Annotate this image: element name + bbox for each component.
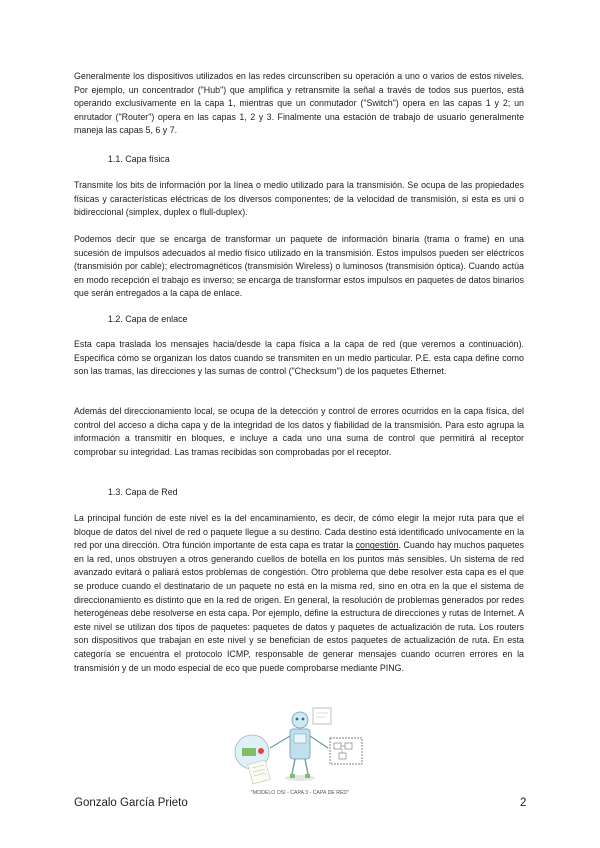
capa-enlace-paragraph-1: Esta capa traslada los mensajes hacia/desde la capa física a la capa de red (que veremos a continuación). Especifica cómo se organizan los datos cuando se transmiten en un medio particular. P.E. esta capa define como son las tramas, las direcciones y las sumas de control ("Checksum") de los paquetes Ethernet. [74,339,524,377]
capa-red-text-end: . Cuando hay muchos paquetes en la red, unos obstruyen a otros generando cuellos de botella en los puntos más sensibles. Un sistema de red avanzado evitará o paliará estos problemas de congestión. Otro problema que debe resolver esta capa es el que se produce cuando el destinatario de un paquete no está en la misma red, sino en otra en la que el sistema de direccionamiento es distinto que en la red de origen. En general, la resolución de problemas generados por redes heterogéneas debe resolverse en esta capa. Por ejemplo, define la estructura de direcciones y rutas de Internet. A este nivel se utilizan dos tipos de paquetes: paquetes de datos y paquetes de actualización de ruta. Los routers son dispositivos que trabajan en este nivel y se benefician de estos paquetes de actualización de ruta. En esta categoría se encuentra el protocolo ICMP, responsable de generar mensajes cuando ocurren errores en la transmisión y de un modo especial de eco que puede comprobarse mediante PING. [74,540,524,673]
robot-head-icon [292,712,308,728]
capa-fisica-paragraph-2: Podemos decir que se encarga de transformar un paquete de información binaria (trama o frame) en una sucesión de impulsos adecuados al medio físico utilizado en la transmisión. Estos impulsos pueden ser eléctricos (transmisión por cable); electromagnéticos (transmisión Wireless) o luminosos (transmisión óptica). Cuando actúa en modo recepción el trabajo es inverso; se encarga de transformar estos impulsos en paquetes de datos binarios que serán entregados a la capa de enlace. [74,234,524,299]
intro-paragraph: Generalmente los dispositivos utilizados en las redes circunscriben su operación a uno o varios de estos niveles. Por ejemplo, un concentrador ("Hub") que amplifica y retransmite la señal a través de todos sus puertos, está operando exclusivamente en la capa 1, mientras que un conmutador ("Switch") opera en las capas 1 y 2; un enrutador ("Router") opera en las capas 1, 2 y 3. Finalmente una estación de trabajo de usuario generalmente maneja las capas 5, 6 y 7. [74,71,524,136]
left-device-icon [242,748,256,756]
paper-note-icon [248,760,271,784]
section-heading-capa-fisica: 1.1. Capa física [108,154,170,164]
capa-fisica-paragraph-1: Transmite los bits de información por la línea o medio utilizado para la transmisión. Se ocupa de las propiedades físicas y características eléctricas de los diversos componentes; de la velocidad de transmisión, si esta es uni o bidireccional (simplex, duplex o flull-duplex). [74,180,524,218]
robot-body-icon [290,729,310,759]
capa-red-text-start: La principal función de este nivel es la del encaminamiento, es decir, de cómo elegir la mejor ruta para que el bloque de datos del nivel de red o paquete llegue a su destino. Cada destino está identificado unívocamente en la red por una dirección. Otra función importante de esta capa es tratar la [74,513,524,551]
right-network-box [330,738,362,764]
robot-base-shadow [285,775,315,781]
red-dot-icon [258,748,264,754]
footer-author: Gonzalo García Prieto [74,797,188,809]
network-layer-illustration [230,704,370,796]
congestion-link[interactable]: congestión [355,540,399,551]
footer-page-number: 2 [520,797,527,809]
capa-red-paragraph [74,512,524,675]
sketch-frame-icon [313,708,331,724]
section-heading-capa-red: 1.3. Capa de Red [108,487,178,497]
capa-enlace-paragraph-2: Además del direccionamiento local, se ocupa de la detección y control de errores ocurridos en la capa física, del control del acceso a dicha capa y de la integridad de los datos y fiabilidad de la transmisión. Para esto agrupa la información a transmitir en bloques, e incluye a cada uno una suma de control que permitirá al receptor comprobar su integridad. Las tramas recibidas son comprobadas por el receptor. [74,406,524,457]
illustration-caption: "MODELO OSI - CAPA 3 - CAPA DE RED" [250,790,350,796]
section-heading-capa-enlace: 1.2. Capa de enlace [108,314,188,324]
